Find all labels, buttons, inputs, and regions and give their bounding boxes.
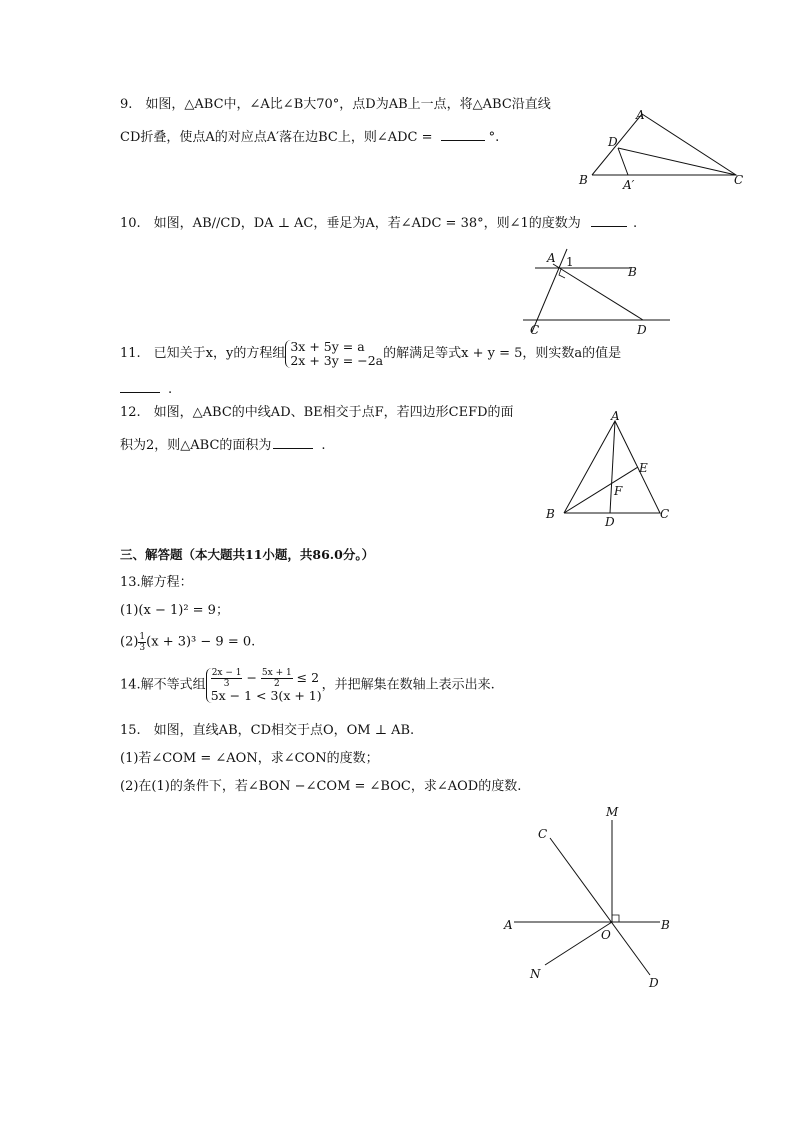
q12-label-a: A: [611, 410, 620, 423]
fraction-one-third: $\frac{1}{3}$: [139, 632, 146, 653]
q13-title: 13.解方程：: [120, 575, 193, 590]
q15-label-a: A: [504, 918, 513, 932]
q13-part2: [120, 632, 255, 653]
q10-label-1: 1: [566, 255, 574, 269]
q12-label-b: B: [546, 507, 555, 521]
q9-label-a: A: [636, 108, 645, 122]
q9-triangle-figure: [570, 104, 760, 194]
q11-line2: [120, 378, 172, 399]
q13-part2-text: (x + 3)³ − 9 = 0.: [146, 634, 256, 650]
answer-blank: [120, 378, 160, 393]
q15-label-d: D: [649, 976, 659, 990]
q14-text-post: ，并把解集在数轴上表示出来.: [321, 677, 495, 693]
q12-label-f: F: [614, 484, 623, 498]
q15-line2: (1)若∠COM = ∠AON，求∠CON的度数；: [120, 751, 379, 766]
q11-equation-system: [285, 340, 383, 368]
q9-line2-text: CD折叠，使点A的对应点A′落在边BC上，则∠ADC =: [120, 130, 433, 145]
fraction-2x-1-over-3: $\frac{2x - 1}{3}$: [211, 668, 242, 689]
q12-line1: 12. 如图，△ABC的中线AD、BE相交于点F，若四边形CEFD的面: [120, 405, 514, 420]
q11-suffix: .: [168, 382, 173, 397]
q9-label-c: C: [734, 173, 744, 187]
q10-text: 10. 如图，AB//CD，DA ⊥ AC，垂足为A，若∠ADC = 38°，则∠1的度数为: [120, 216, 581, 231]
q15-label-b: B: [661, 918, 670, 932]
q13-part1: (1)(x − 1)² = 9；: [120, 603, 229, 618]
q12-label-e: E: [639, 461, 648, 475]
q14-line: [120, 668, 495, 703]
q10-label-b: B: [628, 265, 637, 279]
fraction-5x-1-over-2: $\frac{5x + 1}{2}$: [261, 668, 292, 689]
q13-part2-prefix: (2): [120, 634, 139, 650]
q9-label-b: B: [579, 173, 588, 187]
q12-label-d: D: [605, 515, 615, 529]
q11-eq2: 2x + 3y = −2a: [290, 353, 384, 368]
q15-label-n: N: [530, 967, 541, 981]
q12-line2-text: 积为2，则△ABC的面积为: [120, 438, 272, 453]
q9-line2-suffix: °.: [488, 130, 500, 145]
q10-label-d: D: [637, 323, 647, 337]
q10-suffix: .: [632, 216, 638, 231]
answer-blank: [273, 434, 313, 449]
q15-line1: 15. 如图，直线AB，CD相交于点O，OM ⊥ AB.: [120, 723, 415, 738]
q12-line2: [120, 434, 326, 455]
q9-label-d: D: [608, 135, 618, 149]
q15-lines-figure: [500, 800, 690, 995]
q12-suffix: .: [321, 438, 326, 453]
q11-line: [120, 340, 621, 368]
q10-line: [120, 212, 637, 233]
q10-label-a: A: [547, 251, 556, 265]
q14-eq2: 5x − 1 < 3(x + 1): [210, 688, 322, 703]
q12-triangle-figure: [540, 410, 675, 532]
answer-blank: [441, 126, 485, 141]
answer-blank: [591, 212, 627, 227]
q15-label-c: C: [538, 827, 548, 841]
section-title: 三、解答题（本大题共11小题，共86.0分。）: [120, 547, 375, 562]
q15-line3: (2)在(1)的条件下，若∠BON −∠COM = ∠BOC，求∠AOD的度数.: [120, 779, 522, 794]
q14-inequality-system: $\frac{2x - 1}{3}$ − $\frac{5x + 1}{2}$ ≤ 2 5x − 1 < 3(x + 1): [206, 668, 322, 703]
q12-label-c: C: [660, 507, 670, 521]
q15-label-m: M: [606, 805, 619, 819]
q11-text: 11. 已知关于x，y的方程组: [120, 346, 286, 361]
q9-line2: [120, 126, 499, 147]
q10-parallel-figure: [515, 244, 675, 340]
q10-label-c: C: [530, 323, 540, 337]
q11-eq1: 3x + 5y = a: [290, 339, 365, 354]
q9-label-a-prime: A′: [623, 178, 635, 192]
q11-text-post: 的解满足等式x + y = 5，则实数a的值是: [383, 346, 622, 361]
q15-label-o: O: [601, 928, 611, 942]
q14-text: 14.解不等式组: [120, 677, 206, 693]
q9-line1: 9. 如图，△ABC中，∠A比∠B大70°，点D为AB上一点，将△ABC沿直线: [120, 97, 551, 112]
